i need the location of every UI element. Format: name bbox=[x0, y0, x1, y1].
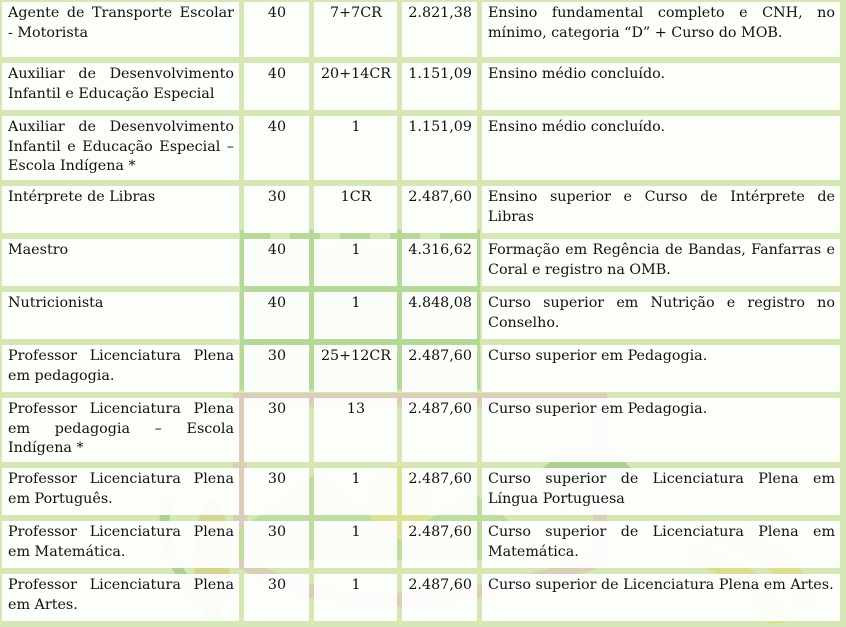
vagas-cell: 25+12CR bbox=[314, 345, 397, 392]
table-row bbox=[2, 116, 840, 180]
vagas-cell: 1 bbox=[314, 521, 397, 568]
vagas-cell: 20+14CR bbox=[314, 63, 397, 110]
requisitos-cell: Ensino médio concluído. bbox=[482, 116, 840, 180]
vagas-cell: 1 bbox=[314, 468, 397, 515]
cargo-cell: Professor Licenciatura Plena em Matemática. bbox=[2, 521, 239, 568]
requisitos-cell: Ensino fundamental completo e CNH, no mínimo, categoria “D” + Curso do MOB. bbox=[482, 2, 840, 57]
cargo-cell: Auxiliar de Desenvolvimento Infantil e Educação Especial bbox=[2, 63, 239, 110]
requisitos-cell: Curso superior de Licenciatura Plena em Artes. bbox=[482, 574, 840, 621]
carga-horaria-cell: 40 bbox=[244, 2, 309, 57]
cargo-cell: Professor Licenciatura Plena em pedagogia. bbox=[2, 345, 239, 392]
vencimento-cell: 2.821,38 bbox=[402, 2, 477, 57]
vagas-cell: 1 bbox=[314, 239, 397, 286]
vagas-cell: 7+7CR bbox=[314, 2, 397, 57]
vencimento-cell: 1.151,09 bbox=[402, 116, 477, 180]
table-row bbox=[2, 186, 840, 233]
vencimento-cell: 2.487,60 bbox=[402, 345, 477, 392]
carga-horaria-cell: 30 bbox=[244, 521, 309, 568]
carga-horaria-cell: 30 bbox=[244, 186, 309, 233]
table-row bbox=[2, 574, 840, 621]
requisitos-cell: Curso superior em Pedagogia. bbox=[482, 398, 840, 462]
table-row bbox=[2, 521, 840, 568]
vencimento-cell: 4.848,08 bbox=[402, 292, 477, 339]
carga-horaria-cell: 40 bbox=[244, 239, 309, 286]
requisitos-cell: Ensino superior e Curso de Intérprete de Libras bbox=[482, 186, 840, 233]
carga-horaria-cell: 40 bbox=[244, 116, 309, 180]
vencimento-cell: 1.151,09 bbox=[402, 63, 477, 110]
carga-horaria-cell: 40 bbox=[244, 63, 309, 110]
requisitos-cell: Curso superior em Nutrição e registro no Conselho. bbox=[482, 292, 840, 339]
requisitos-cell: Curso superior de Licenciatura Plena em Matemática. bbox=[482, 521, 840, 568]
cargo-cell: Professor Licenciatura Plena em pedagogia – Escola Indígena * bbox=[2, 398, 239, 462]
carga-horaria-cell: 30 bbox=[244, 345, 309, 392]
requisitos-cell: Curso superior em Pedagogia. bbox=[482, 345, 840, 392]
requisitos-cell: Formação em Regência de Bandas, Fanfarras e Coral e registro na OMB. bbox=[482, 239, 840, 286]
cargo-cell: Maestro bbox=[2, 239, 239, 286]
vencimento-cell: 2.487,60 bbox=[402, 186, 477, 233]
vencimento-cell: 4.316,62 bbox=[402, 239, 477, 286]
vagas-cell: 13 bbox=[314, 398, 397, 462]
vagas-cell: 1 bbox=[314, 292, 397, 339]
cargo-cell: Nutricionista bbox=[2, 292, 239, 339]
vagas-cell: 1 bbox=[314, 574, 397, 621]
table-row bbox=[2, 2, 840, 57]
table-row bbox=[2, 239, 840, 286]
table-row bbox=[2, 63, 840, 110]
requisitos-cell: Ensino médio concluído. bbox=[482, 63, 840, 110]
vencimento-cell: 2.487,60 bbox=[402, 398, 477, 462]
table-row bbox=[2, 345, 840, 392]
requisitos-cell: Curso superior de Licenciatura Plena em Língua Portuguesa bbox=[482, 468, 840, 515]
cargo-cell: Auxiliar de Desenvolvimento Infantil e Educação Especial – Escola Indígena * bbox=[2, 116, 239, 180]
cargo-cell: Intérprete de Libras bbox=[2, 186, 239, 233]
table-row bbox=[2, 398, 840, 462]
vagas-cell: 1 bbox=[314, 116, 397, 180]
carga-horaria-cell: 30 bbox=[244, 398, 309, 462]
table-row bbox=[2, 468, 840, 515]
carga-horaria-cell: 30 bbox=[244, 574, 309, 621]
vagas-cell: 1CR bbox=[314, 186, 397, 233]
carga-horaria-cell: 30 bbox=[244, 468, 309, 515]
table-row bbox=[2, 292, 840, 339]
carga-horaria-cell: 40 bbox=[244, 292, 309, 339]
cargo-cell: Professor Licenciatura Plena em Português. bbox=[2, 468, 239, 515]
vencimento-cell: 2.487,60 bbox=[402, 521, 477, 568]
cargo-cell: Professor Licenciatura Plena em Artes. bbox=[2, 574, 239, 621]
vencimento-cell: 2.487,60 bbox=[402, 468, 477, 515]
cargo-cell: Agente de Transporte Escolar - Motorista bbox=[2, 2, 239, 57]
vencimento-cell: 2.487,60 bbox=[402, 574, 477, 621]
